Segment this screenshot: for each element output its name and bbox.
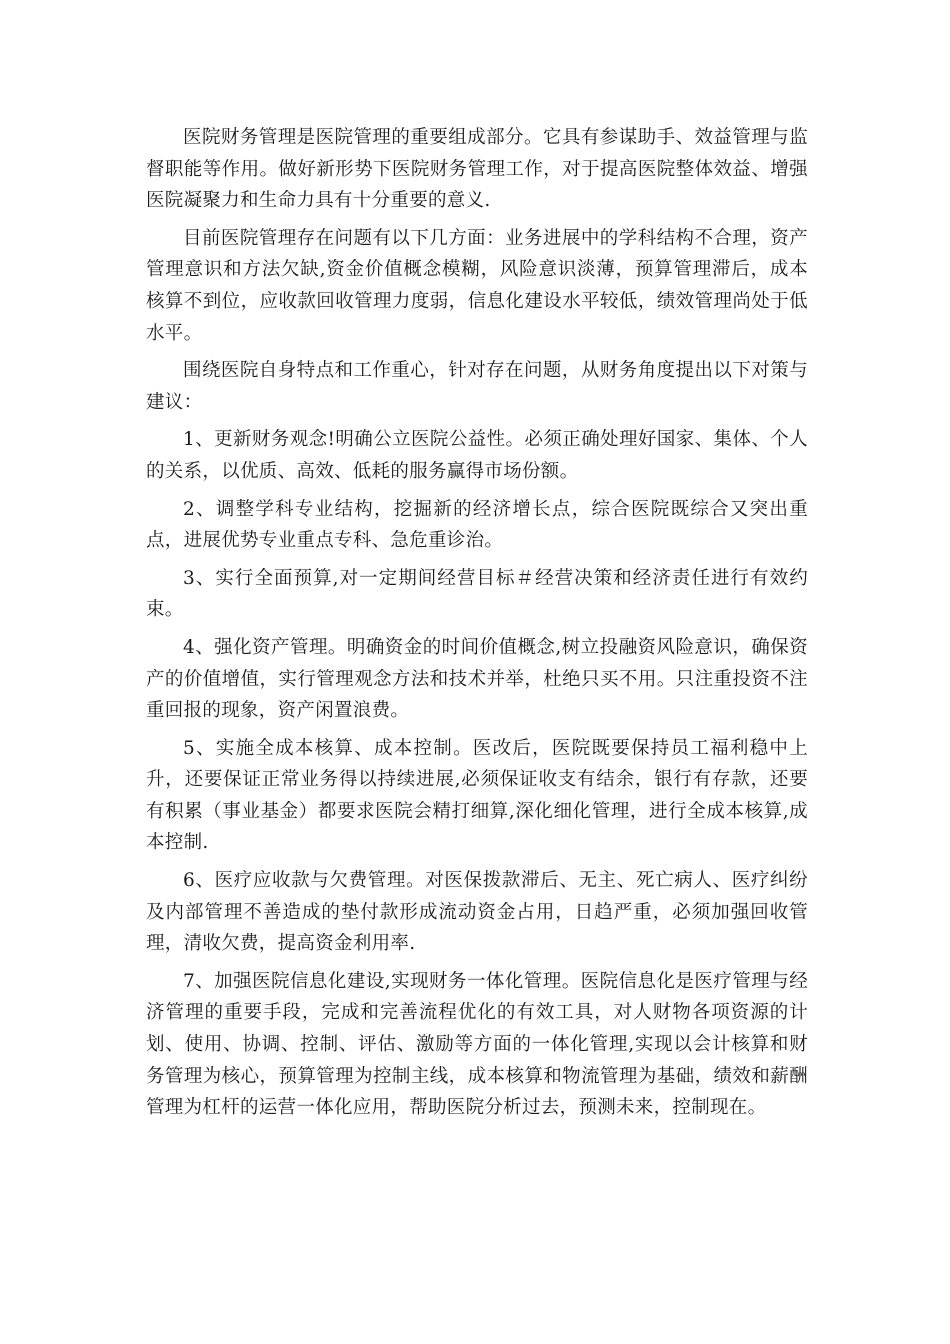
paragraph-problems: 目前医院管理存在问题有以下几方面：业务进展中的学科结构不合理，资产管理意识和方法欠缺,资金价值概念模糊，风险意识淡薄，预算管理滞后，成本核算不到位，应收款回收管理力度弱，信息化建设水平较低，绩效管理尚处于低水平。 (146, 227, 808, 344)
paragraph-item-5: 5、实施全成本核算、成本控制。医改后，医院既要保持员工福利稳中上升，还要保证正常业务得以持续进展,必须保证收支有结余，银行有存款，还要有积累（事业基金）都要求医院会精打细算,深化细化管理，进行全成本核算,成本控制. (146, 737, 808, 854)
document-body (146, 122, 808, 1130)
paragraph-suggestions-intro: 围绕医院自身特点和工作重心，针对存在问题，从财务角度提出以下对策与建议： (146, 360, 808, 413)
paragraph-item-2: 2、调整学科专业结构，挖掘新的经济增长点，综合医院既综合又突出重点，进展优势专业重点专科、急危重诊治。 (146, 498, 808, 552)
paragraph-item-6: 6、医疗应收款与欠费管理。对医保拨款滞后、无主、死亡病人、医疗纠纷及内部管理不善造成的垫付款形成流动资金占用，日趋严重，必须加强回收管理，清收欠费，提高资金利用率. (146, 870, 808, 955)
paragraph-intro: 医院财务管理是医院管理的重要组成部分。它具有参谋助手、效益管理与监督职能等作用。做好新形势下医院财务管理工作，对于提高医院整体效益、增强医院凝聚力和生命力具有十分重要的意义. (146, 127, 808, 212)
paragraph-item-1: 1、更新财务观念!明确公立医院公益性。必须正确处理好国家、集体、个人的关系，以优质、高效、低耗的服务赢得市场份额。 (146, 429, 808, 482)
paragraph-item-3: 3、实行全面预算,对一定期间经营目标＃经营决策和经济责任进行有效约束。 (146, 567, 808, 621)
paragraph-item-7: 7、加强医院信息化建设,实现财务一体化管理。医院信息化是医疗管理与经济管理的重要手段，完成和完善流程优化的有效工具，对人财物各项资源的计划、使用、协调、控制、评估、激励等方面的一体化管理,实现以会计核算和财务管理为核心，预算管理为控制主线，成本核算和物流管理为基础，绩效和薪酬管理为杠杆的运营一体化应用，帮助医院分析过去，预测未来，控制现在。 (146, 970, 808, 1119)
paragraph-item-4: 4、强化资产管理。明确资金的时间价值概念,树立投融资风险意识，确保资产的价值增值，实行管理观念方法和技术并举，杜绝只买不用。只注重投资不注重回报的现象，资产闲置浪费。 (146, 636, 808, 722)
